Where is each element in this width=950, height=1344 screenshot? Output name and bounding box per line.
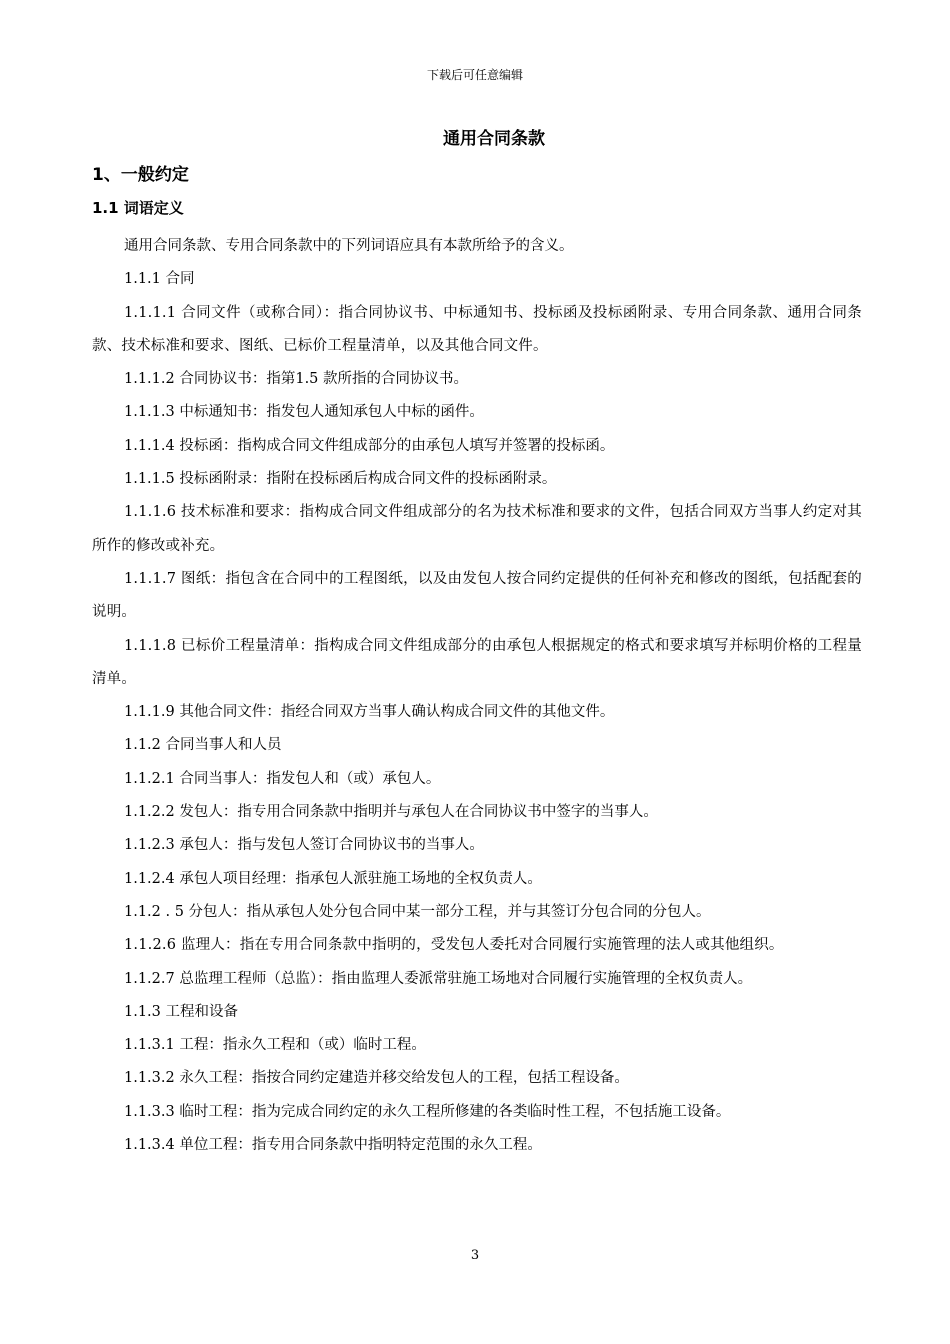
paragraph: 1.1.1.5 投标函附录：指附在投标函后构成合同文件的投标函附录。 xyxy=(124,471,557,488)
paragraph: 通用合同条款、专用合同条款中的下列词语应具有本款所给予的含义。 xyxy=(124,238,574,254)
paragraph: 1.1.1.2 合同协议书：指第1.5 款所指的合同协议书。 xyxy=(124,371,469,388)
page-header: 下载后可任意编辑 xyxy=(426,68,523,82)
paragraph: 1.1.1.7 图纸：指包含在合同中的工程图纸，以及由发包人按合同约定提供的任何补充和修改的图纸，包括配套的说明。 xyxy=(92,570,862,621)
paragraph: 1.1.1.6 技术标准和要求：指构成合同文件组成部分的名为技术标准和要求的文件，包括合同双方当事人约定对其所作的修改或补充。 xyxy=(92,504,862,554)
paragraph: 1.1.2.2 发包人：指专用合同条款中指明并与承包人在合同协议书中签字的当事人。 xyxy=(124,804,658,821)
document-body xyxy=(92,230,862,1162)
paragraph: 1.1.2.3 承包人：指与发包人签订合同协议书的当事人。 xyxy=(124,837,484,854)
section-heading-1-1: 1.1 词语定义 xyxy=(92,199,184,217)
paragraph: 1.1.2.6 监理人：指在专用合同条款中指明的，受发包人委托对合同履行实施管理的法人或其他组织。 xyxy=(124,937,784,954)
paragraph: 1.1.2 合同当事人和人员 xyxy=(124,737,282,754)
section-heading-1: 1、一般约定 xyxy=(92,165,189,185)
paragraph: 1.1.2 . 5 分包人：指从承包人处分包合同中某一部分工程，并与其签订分包合同的分包人。 xyxy=(124,903,711,920)
paragraph: 1.1.1.8 已标价工程量清单：指构成合同文件组成部分的由承包人根据规定的格式和要求填写并标明价格的工程量清单。 xyxy=(92,637,862,687)
paragraph: 1.1.3.2 永久工程：指按合同约定建造并移交给发包人的工程，包括工程设备。 xyxy=(124,1070,629,1087)
paragraph: 1.1.1.3 中标通知书：指发包人通知承包人中标的函件。 xyxy=(124,404,484,421)
paragraph: 1.1.2.1 合同当事人：指发包人和（或）承包人。 xyxy=(124,770,441,787)
paragraph: 1.1.2.7 总监理工程师（总监）：指由监理人委派常驻施工场地对合同履行实施管理的全权负责人。 xyxy=(124,970,753,987)
paragraph: 1.1.3 工程和设备 xyxy=(124,1003,239,1020)
paragraph: 1.1.1.4 投标函：指构成合同文件组成部分的由承包人填写并签署的投标函。 xyxy=(124,437,615,454)
paragraph: 1.1.1.9 其他合同文件：指经合同双方当事人确认构成合同文件的其他文件。 xyxy=(124,704,615,721)
paragraph: 1.1.3.4 单位工程：指专用合同条款中指明特定范围的永久工程。 xyxy=(124,1137,542,1154)
paragraph: 1.1.3.3 临时工程：指为完成合同约定的永久工程所修建的各类临时性工程，不包括施工设备。 xyxy=(124,1103,731,1120)
paragraph: 1.1.2.4 承包人项目经理：指承包人派驻施工场地的全权负责人。 xyxy=(124,870,542,887)
document-title: 通用合同条款 xyxy=(443,129,545,149)
paragraph: 1.1.1.1 合同文件（或称合同）：指合同协议书、中标通知书、投标函及投标函附录、专用合同条款、通用合同条款、技术标准和要求、图纸、已标价工程量清单，以及其他合同文件。 xyxy=(92,304,862,354)
paragraph: 1.1.1 合同 xyxy=(124,271,195,288)
paragraph: 1.1.3.1 工程：指永久工程和（或）临时工程。 xyxy=(124,1037,426,1054)
page-number: 3 xyxy=(470,1248,480,1263)
